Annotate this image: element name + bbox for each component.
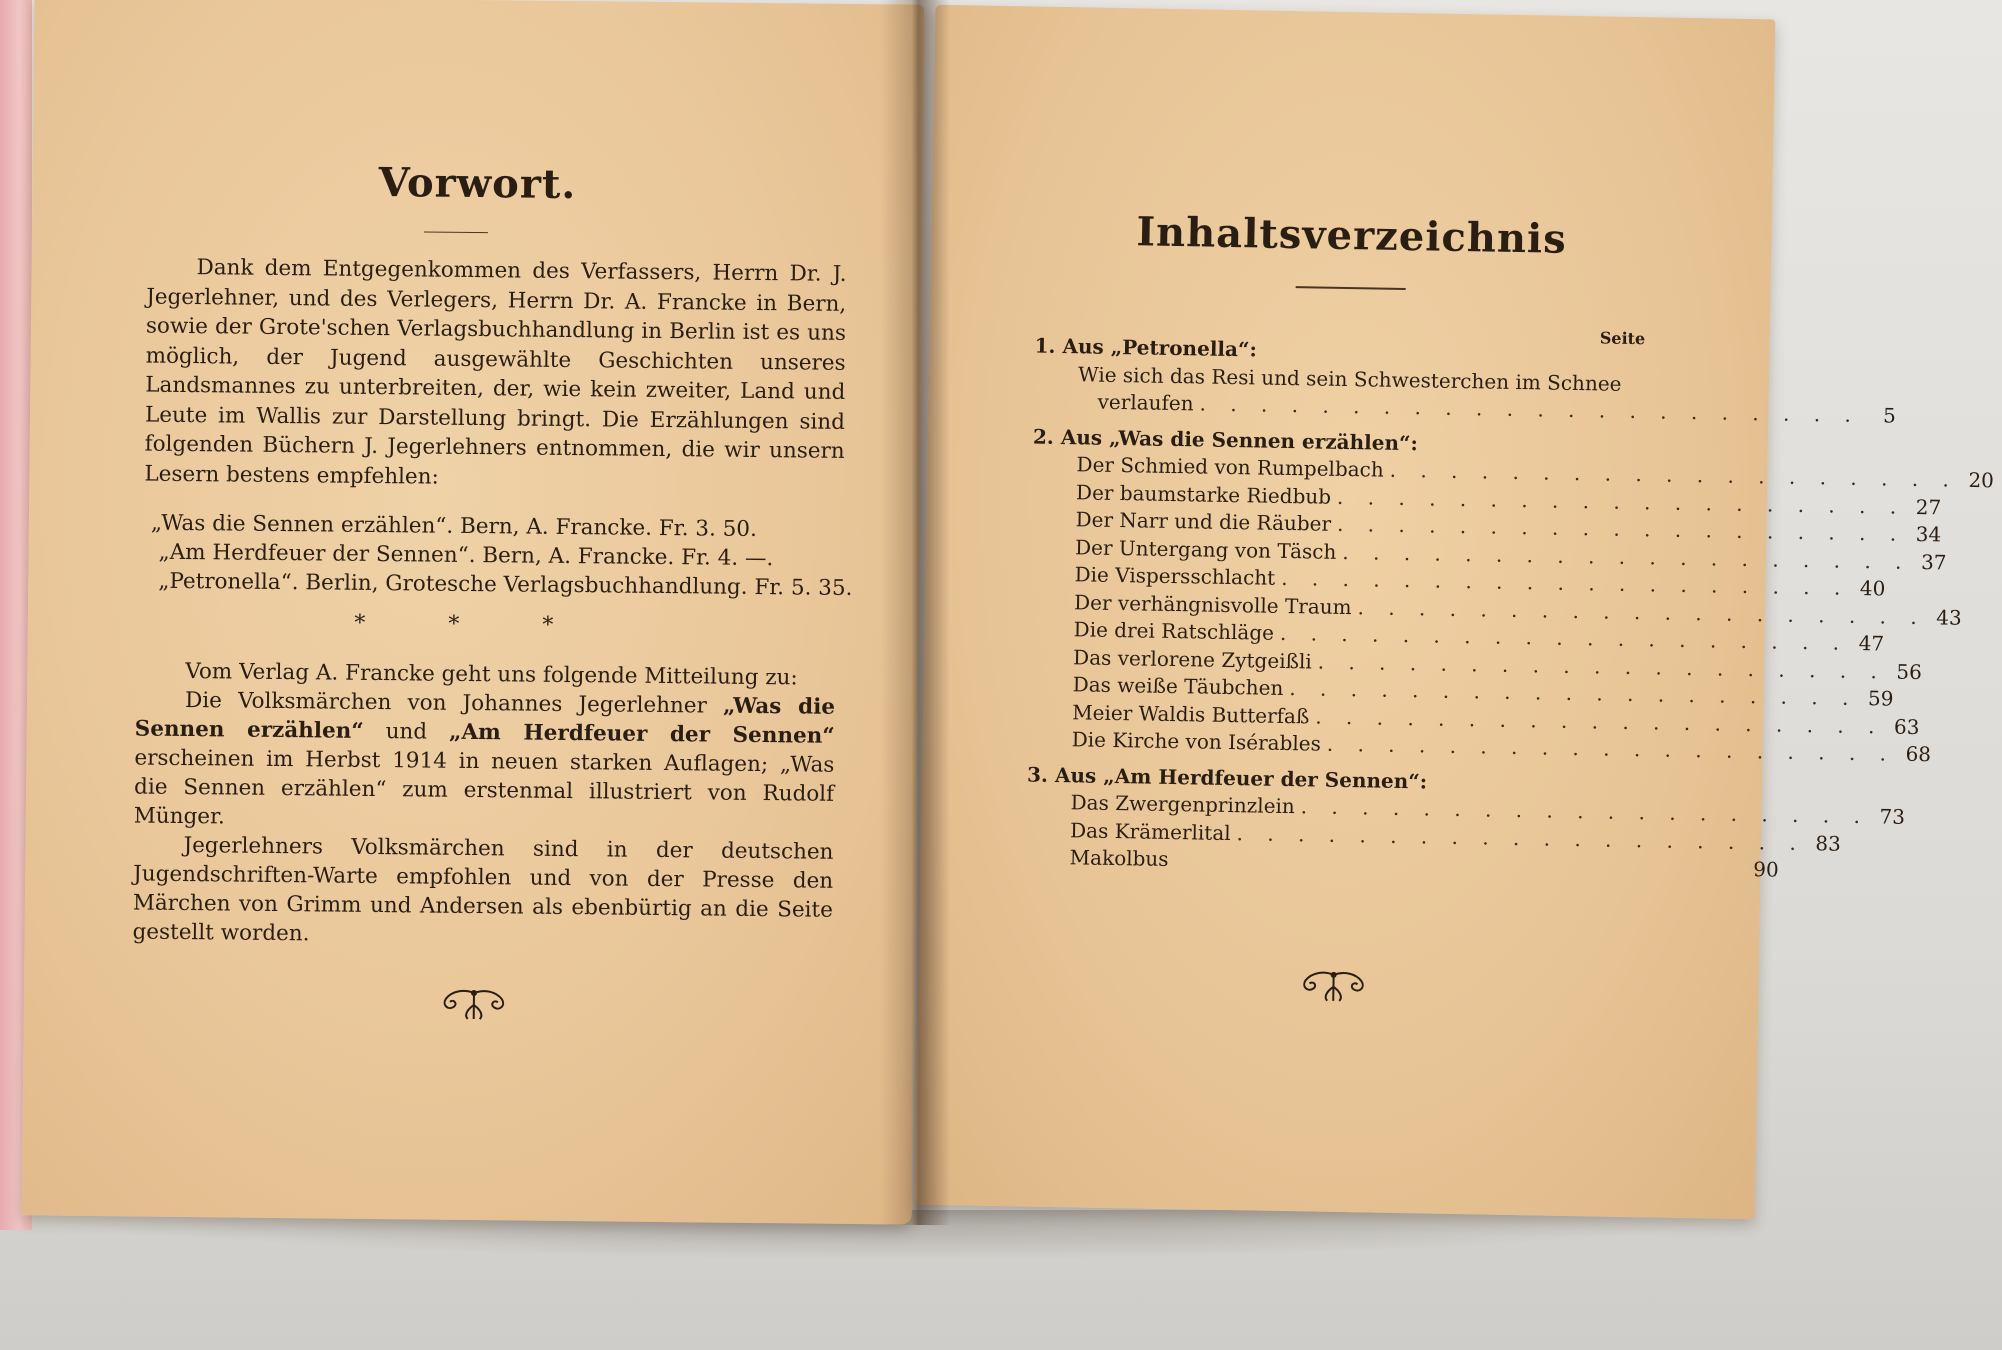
leader-dots: . . . . . . . . . . . . . . . . . . . (1300, 794, 1870, 829)
leader-dots: . . . . . . . . . . . . . . . . . . . (1357, 594, 1926, 629)
leader-dots: . . . . . . . . . . . . . . . . . . . (1317, 649, 1887, 683)
right-page (915, 5, 1995, 1219)
toc-entry-title: verlaufen (1097, 389, 1194, 416)
publisher-notice-body (134, 685, 835, 837)
toc-entry-page: 73 (1879, 804, 1906, 829)
toc-entry-title: Der verhängnisvolle Traum (1073, 589, 1352, 619)
leader-dots: . . . . . . . . . . . . . . . . . . . (1336, 484, 1906, 519)
book-list (150, 509, 853, 603)
leader-dots: . . . . . . . . . . . . . . . . . . . (1389, 457, 1959, 492)
page-column-label: Seite (1599, 328, 1646, 349)
toc-entry-page: 83 (1815, 830, 1842, 856)
notice-text-post: erscheinen im Herbst 1914 in neuen starken Auflagen; „Was die Sennen erzählen“ zum erstenmal illustriert von Rudolf Münger. (133, 745, 835, 830)
toc-entry-title: Die drei Ratschläge (1073, 617, 1275, 645)
fleuron-ornament-icon (1293, 966, 1374, 1007)
book-list-item: „Am Herdfeuer der Sennen“. Bern, A. Francke. Fr. 4. —. (158, 539, 774, 572)
toc-title: Inhaltsverzeichnis (1136, 208, 1568, 263)
preface-paragraph-1-text: Dank dem Entgegenkommen des Verfassers, Herrn Dr. J. Jegerlehner, und des Verlegers, Herrn Dr. A. Francke in Bern, sowie der Grote'schen Verlagsbuchhandlung in Berlin ist es uns möglich, der Jugend ausgewählte Geschichten unseres Landsmannes zu unterbreiten, der, wie kein zweiter, Land und Leute im Wallis zur Darstellung bringt. Die Erzählungen sind folgenden Büchern J. Jegerlehners entnommen, die wir unsern Lesern bestens empfehlen: (144, 255, 847, 490)
toc-entry-page: 37 (1920, 549, 1947, 574)
publisher-notice-recommendation: Jegerlehners Volksmärchen sind in der deutschen Jugendschriften-Warte empfohlen und von der Presse den Märchen von Grimm und Andersen als ebenbürtig an die Seite gestellt worden. (132, 832, 834, 947)
publisher-notice (132, 656, 835, 953)
publisher-notice-intro: Vom Verlag A. Francke geht uns folgende Mitteilung zu: (185, 658, 798, 691)
leader-dots: . . . . . . . . . . . . . . . . . . . (1236, 820, 1806, 855)
toc-entry-title: Der baumstarke Riedbub (1075, 479, 1332, 509)
notice-book-title-1: „Was die Sennen erzählen“ (134, 693, 836, 744)
notice-text-mid: und (363, 718, 450, 745)
title-rule (1296, 286, 1406, 290)
toc-entry-title: Der Schmied von Rumpelbach (1076, 452, 1384, 482)
toc-entry-title: Makolbus (1069, 845, 1169, 871)
leader-dots: . . . . . . . . . . . . . . . . . . . (1279, 620, 1849, 655)
leader-dots: . . . . . . . . . . . . . . . . . . . (1336, 511, 1906, 546)
leader-dots: . . . . . . . . . . . . . . . . . . . (1342, 539, 1911, 574)
toc-section-heading: 2. Aus „Was die Sennen erzählen“: (1032, 424, 1419, 455)
toc-entry-page: 59 (1867, 686, 1894, 711)
table-of-contents (1025, 327, 1995, 882)
leader-dots: . . . . . . . . . . . . . . . . . . . (1281, 565, 1850, 600)
toc-entry-page: 56 (1896, 659, 1923, 684)
toc-entry-page: 47 (1858, 630, 1885, 656)
toc-entry-page: 68 (1905, 741, 1932, 767)
toc-entry-page: 20 (1968, 467, 1995, 493)
toc-entry-title: Das weiße Täubchen (1072, 672, 1284, 700)
fleuron-ornament-icon (434, 985, 514, 1026)
toc-section-heading: 1. Aus „Petronella“: (1034, 333, 1258, 362)
toc-entry-title: Der Untergang von Täsch (1074, 534, 1337, 564)
title-rule (424, 231, 488, 233)
book-list-item: „Was die Sennen erzählen“. Bern, A. Francke. Fr. 3. 50. (150, 510, 758, 542)
left-page (22, 0, 925, 1225)
notice-text-pre: Die Volksmärchen von Johannes Jegerlehner (184, 687, 724, 719)
toc-entry-title: Die Kirche von Isérables (1071, 727, 1322, 756)
toc-entry-title: Der Narr und die Räuber (1075, 507, 1332, 536)
preface-paragraph-1 (144, 253, 846, 496)
toc-entry-title: Meier Waldis Butterfaß (1072, 699, 1310, 728)
toc-entry-title: Das Krämerlital (1069, 817, 1231, 845)
toc-entry-title: Das Zwergenprinzlein (1070, 790, 1296, 819)
notice-book-title-2: „Am Herdfeuer der Sennen“ (448, 719, 835, 749)
leader-dots: . . . . . . . . . . . . . . . . . . . (1315, 704, 1884, 738)
toc-entry-page: 63 (1893, 714, 1920, 739)
toc-entry-page: 27 (1915, 494, 1942, 519)
toc-entry-title: Die Vispersschlacht (1074, 562, 1276, 590)
toc-entry-page: 40 (1859, 575, 1886, 601)
toc-section-heading: 3. Aus „Am Herdfeuer der Sennen“: (1026, 761, 1428, 793)
toc-entry-page: 5 (1882, 403, 1897, 428)
toc-entry-title: Wie sich das Resi und sein Schwesterchen im Schnee (1077, 361, 1622, 396)
book-gutter (880, 0, 950, 1225)
leader-dots: . . . . . . . . . . . . . . . . . . . (1289, 676, 1858, 710)
toc-entry-page: 34 (1915, 521, 1942, 547)
toc-entry-title: Das verlorene Zytgeißli (1072, 644, 1312, 673)
toc-entry-page: 90 (1753, 857, 1779, 882)
book-list-item: „Petronella“. Berlin, Grotesche Verlagsbuchhandlung. Fr. 5. 35. (158, 568, 853, 601)
leader-dots: . . . . . . . . . . . . . . . . . . . . . . (1199, 391, 1861, 427)
section-divider-stars: * * * (354, 610, 592, 639)
leader-dots: . . . . . . . . . . . . . . . . . . . (1326, 731, 1896, 766)
toc-entry-page: 43 (1936, 604, 1962, 630)
preface-title: Vorwort. (378, 158, 577, 209)
